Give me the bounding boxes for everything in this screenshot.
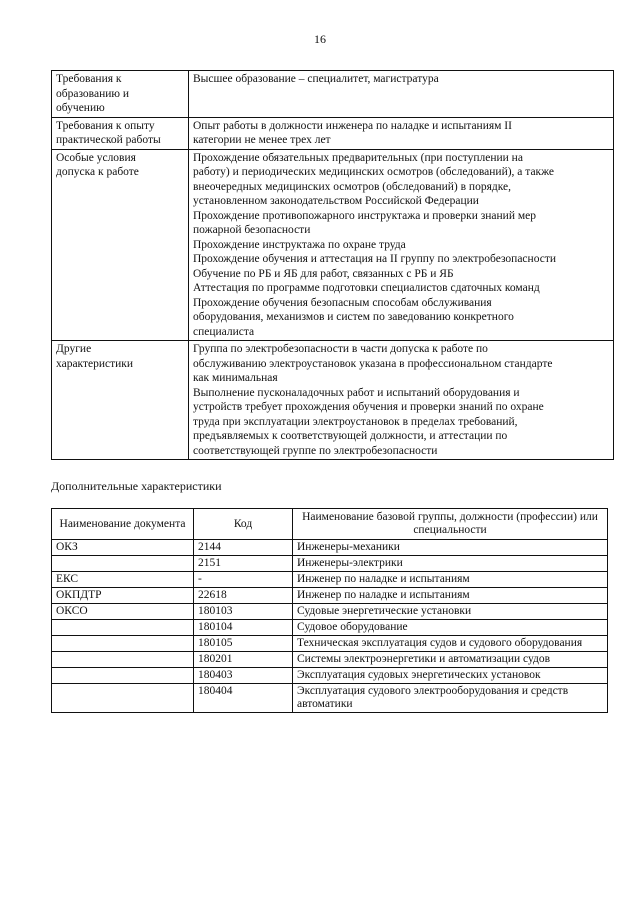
code-cell: 2151: [194, 556, 293, 572]
table-row: [52, 540, 608, 556]
name-cell: Инженер по наладке и испытаниям: [293, 588, 608, 604]
code-cell: 180404: [194, 684, 293, 713]
name-cell: Техническая эксплуатация судов и судового оборудования: [293, 636, 608, 652]
code-cell: -: [194, 572, 293, 588]
document-cell: [52, 652, 194, 668]
code-cell: 180105: [194, 636, 293, 652]
code-cell: 180104: [194, 620, 293, 636]
experience-requirements-label: Требования к опыту практической работы: [52, 117, 189, 149]
code-cell: 180201: [194, 652, 293, 668]
name-cell: Судовое оборудование: [293, 620, 608, 636]
table-row: [52, 71, 614, 118]
education-requirements-value: Высшее образование – специалитет, магистратура: [189, 71, 614, 118]
document-cell: ЕКС: [52, 572, 194, 588]
table-row: [52, 588, 608, 604]
table-row: [52, 684, 608, 713]
code-cell: 180103: [194, 604, 293, 620]
name-cell: Системы электроэнергетики и автоматизации судов: [293, 652, 608, 668]
document-cell: [52, 620, 194, 636]
document-cell: [52, 684, 194, 713]
document-cell: ОКЗ: [52, 540, 194, 556]
table-row: [52, 149, 614, 341]
document-cell: ОКСО: [52, 604, 194, 620]
document-cell: ОКПДТР: [52, 588, 194, 604]
code-cell: 180403: [194, 668, 293, 684]
code-cell: 2144: [194, 540, 293, 556]
requirements-table: [51, 70, 614, 460]
header-code: Код: [194, 509, 293, 540]
table-row: [52, 668, 608, 684]
table-row: [52, 620, 608, 636]
education-requirements-label: Требования к образованию и обучению: [52, 71, 189, 118]
name-cell: Эксплуатация судовых энергетических установок: [293, 668, 608, 684]
table-row: [52, 117, 614, 149]
table-row: [52, 572, 608, 588]
other-characteristics-label: Другие характеристики: [52, 341, 189, 460]
table-row: [52, 652, 608, 668]
section-title: Дополнительные характеристики: [51, 479, 222, 493]
additional-characteristics-table: [51, 508, 608, 713]
document-cell: [52, 636, 194, 652]
code-cell: 22618: [194, 588, 293, 604]
special-conditions-label: Особые условия допуска к работе: [52, 149, 189, 341]
document-cell: [52, 556, 194, 572]
header-base-group: Наименование базовой группы, должности (профессии) или специальности: [293, 509, 608, 540]
experience-requirements-value: Опыт работы в должности инженера по наладке и испытаниям II категории не менее трех лет: [189, 117, 614, 149]
name-cell: Инженер по наладке и испытаниям: [293, 572, 608, 588]
name-cell: Эксплуатация судового электрооборудования и средств автоматики: [293, 684, 608, 713]
header-document-name: Наименование документа: [52, 509, 194, 540]
table-row: [52, 636, 608, 652]
table-row: [52, 341, 614, 460]
table-row: [52, 604, 608, 620]
name-cell: Инженеры-механики: [293, 540, 608, 556]
table-header-row: [52, 509, 608, 540]
special-conditions-value: Прохождение обязательных предварительных (при поступлении на работу) и периодических медицинских осмотров (обследований), а также внеочередных медицинских осмотров (обследований) в порядке, установленном законодательством Российской Федерации Прохождение противопожарного инструктажа и проверки знаний мер пожарной безопасности Прохождение инструктажа по охране труда Прохождение обучения и аттестация на II группу по электробезопасности Обучение по РБ и ЯБ для работ, связанных с РБ и ЯБ Аттестация по программе подготовки специалистов сдаточных команд Прохождение обучения безопасным способам обслуживания оборудования, механизмов и систем по заведованию конкретного специалиста: [189, 149, 614, 341]
name-cell: Инженеры-электрики: [293, 556, 608, 572]
other-characteristics-value: Группа по электробезопасности в части допуска к работе по обслуживанию электроустановок указана в профессиональном стандарте как минимальная Выполнение пусконаладочных работ и испытаний оборудования и устройств требует прохождения обучения и проверки знаний по охране труда при эксплуатации электроустановок в пределах требований, предъявляемых к соответствующей должности, и аттестации по соответствующей группе по электробезопасности: [189, 341, 614, 460]
name-cell: Судовые энергетические установки: [293, 604, 608, 620]
document-cell: [52, 668, 194, 684]
table-row: [52, 556, 608, 572]
page-number: 16: [314, 32, 326, 46]
